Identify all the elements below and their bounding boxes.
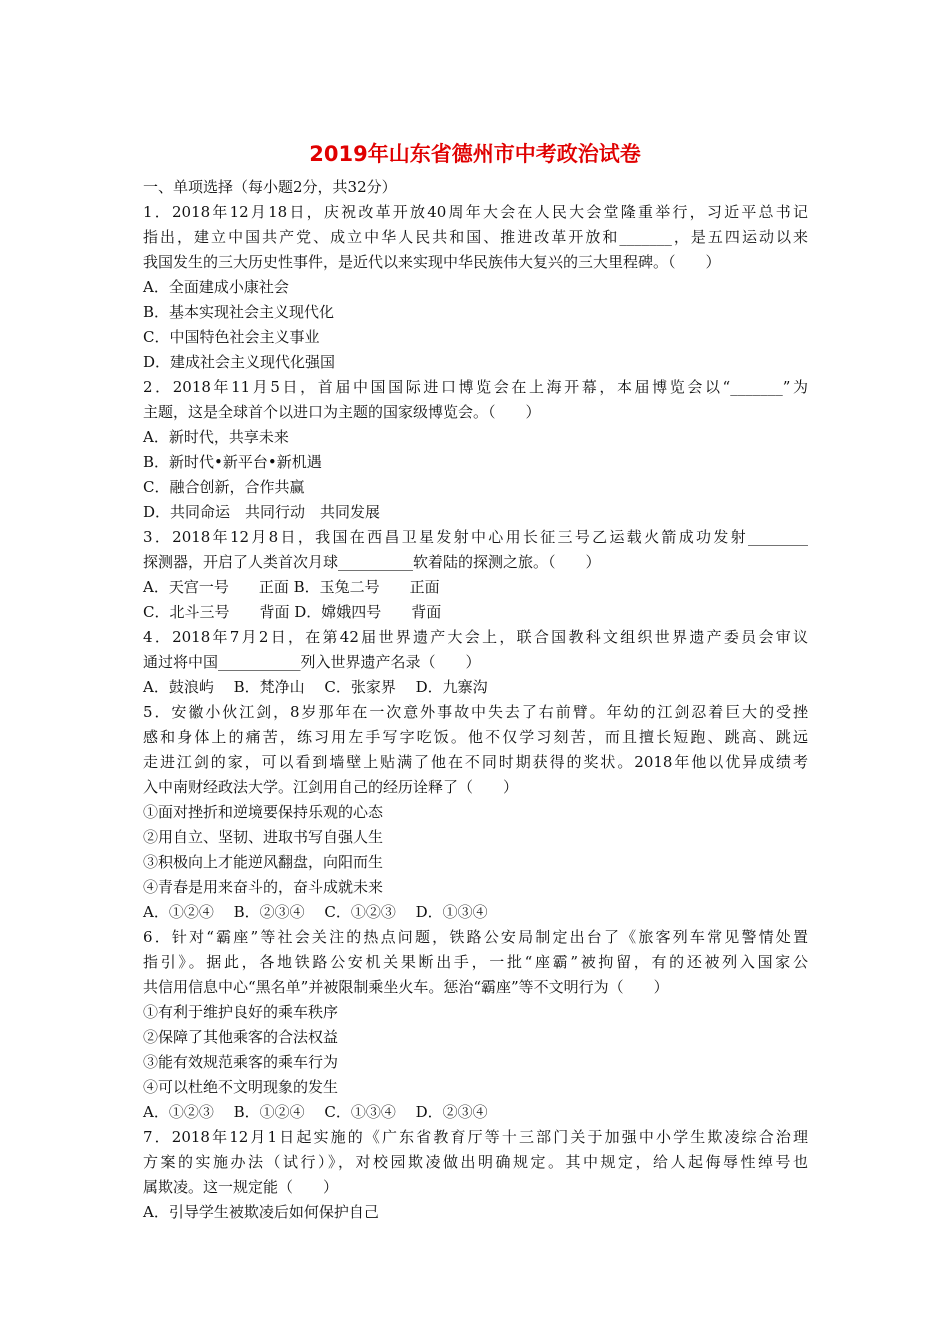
- question-5-option-line: ②用自立、坚韧、进取书写自强人生: [143, 828, 384, 846]
- question-5-stem-line: 走进江剑的家，可以看到墙壁上贴满了他在不同时期获得的奖状。2018年他以优异成绩考: [143, 753, 808, 771]
- question-7-stem-line: 属欺凌。这一规定能（ ）: [143, 1178, 339, 1196]
- question-5-stem-line: 入中南财经政法大学。江剑用自己的经历诠释了（ ）: [143, 778, 519, 796]
- question-1-option-line: C．中国特色社会主义事业: [143, 328, 320, 346]
- exam-content: [143, 175, 808, 1225]
- question-2-option-line: C．融合创新，合作共赢: [143, 478, 305, 496]
- question-6-stem-line: 6．针对“霸座”等社会关注的热点问题，铁路公安局制定出台了《旅客列车常见警情处置: [143, 928, 808, 946]
- question-1-stem-line: 指出，建立中国共产党、成立中华人民共和国、推进改革开放和_______，是五四运动以来: [143, 228, 808, 246]
- question-5-option-line: ③积极向上才能逆风翻盘，向阳而生: [143, 853, 384, 871]
- question-6-option-line: ①有利于维护良好的乘车秩序: [143, 1003, 339, 1021]
- question-6-option-line: A．①②③ B．①②④ C．①③④ D．②③④: [143, 1103, 488, 1121]
- question-1-option-line: D．建成社会主义现代化强国: [143, 353, 336, 371]
- question-6-option-line: ④可以杜绝不文明现象的发生: [143, 1078, 339, 1096]
- question-1-option-line: B．基本实现社会主义现代化: [143, 303, 335, 321]
- question-6-option-line: ③能有效规范乘客的乘车行为: [143, 1053, 339, 1071]
- question-1-option-line: A．全面建成小康社会: [143, 278, 289, 296]
- question-6-option-line: ②保障了其他乘客的合法权益: [143, 1028, 339, 1046]
- question-6-stem-line: 指引》。据此，各地铁路公安机关果断出手，一批“座霸”被拘留，有的还被列入国家公: [143, 953, 808, 971]
- question-2-option-line: B．新时代•新平台•新机遇: [143, 453, 322, 471]
- question-2-option-line: A．新时代，共享未来: [143, 428, 289, 446]
- question-3-option-line: A．天宫一号 正面 B．玉兔二号 正面: [143, 578, 440, 596]
- question-3-option-line: C．北斗三号 背面 D．嫦娥四号 背面: [143, 603, 442, 621]
- document-title: 2019年山东省德州市中考政治试卷: [309, 142, 641, 166]
- question-5-option-line: ④青春是用来奋斗的，奋斗成就未来: [143, 878, 384, 896]
- question-2-option-line: D．共同命运 共同行动 共同发展: [143, 503, 381, 521]
- question-5-stem-line: 5．安徽小伙江剑，8岁那年在一次意外事故中失去了右前臂。年幼的江剑忍着巨大的受挫: [143, 703, 808, 721]
- question-1-stem-line: 1．2018年12月18日，庆祝改革开放40周年大会在人民大会堂隆重举行，习近平总书记: [143, 203, 808, 221]
- question-3-stem-line: 3．2018年12月8日，我国在西昌卫星发射中心用长征三号乙运载火箭成功发射________: [143, 528, 808, 546]
- question-4-stem-line: 通过将中国___________列入世界遗产名录（ ）: [143, 653, 481, 671]
- question-4-stem-line: 4．2018年7月2日，在第42届世界遗产大会上，联合国教科文组织世界遗产委员会审议: [143, 628, 808, 646]
- question-6-stem-line: 共信用信息中心“黑名单”并被限制乘坐火车。惩治“霸座”等不文明行为（ ）: [143, 978, 669, 996]
- question-2-stem-line: 2．2018年11月5日，首届中国国际进口博览会在上海开幕，本届博览会以“_______”为: [143, 378, 808, 396]
- question-5-option-line: A．①②④ B．②③④ C．①②③ D．①③④: [143, 903, 488, 921]
- question-4-option-line: A．鼓浪屿 B．梵净山 C．张家界 D．九寨沟: [143, 678, 488, 696]
- question-2-stem-line: 主题，这是全球首个以进口为主题的国家级博览会。（ ）: [143, 403, 541, 421]
- question-5-stem-line: 感和身体上的痛苦，练习用左手写字吃饭。他不仅学习刻苦，而且擅长短跑、跳高、跳远: [143, 728, 808, 746]
- question-7-option-line: A．引导学生被欺凌后如何保护自己: [143, 1203, 379, 1221]
- question-5-option-line: ①面对挫折和逆境要保持乐观的心态: [143, 803, 384, 821]
- section-heading: 一、单项选择（每小题2分，共32分）: [143, 178, 397, 196]
- question-7-stem-line: 7．2018年12月1日起实施的《广东省教育厅等十三部门关于加强中小学生欺凌综合治理: [143, 1128, 808, 1146]
- question-3-stem-line: 探测器，开启了人类首次月球__________软着陆的探测之旅。（ ）: [143, 553, 601, 571]
- question-7-stem-line: 方案的实施办法（试行）》，对校园欺凌做出明确规定。其中规定，给人起侮辱性绰号也: [143, 1153, 808, 1171]
- question-1-stem-line: 我国发生的三大历史性事件，是近代以来实现中华民族伟大复兴的三大里程碑。（ ）: [143, 253, 721, 271]
